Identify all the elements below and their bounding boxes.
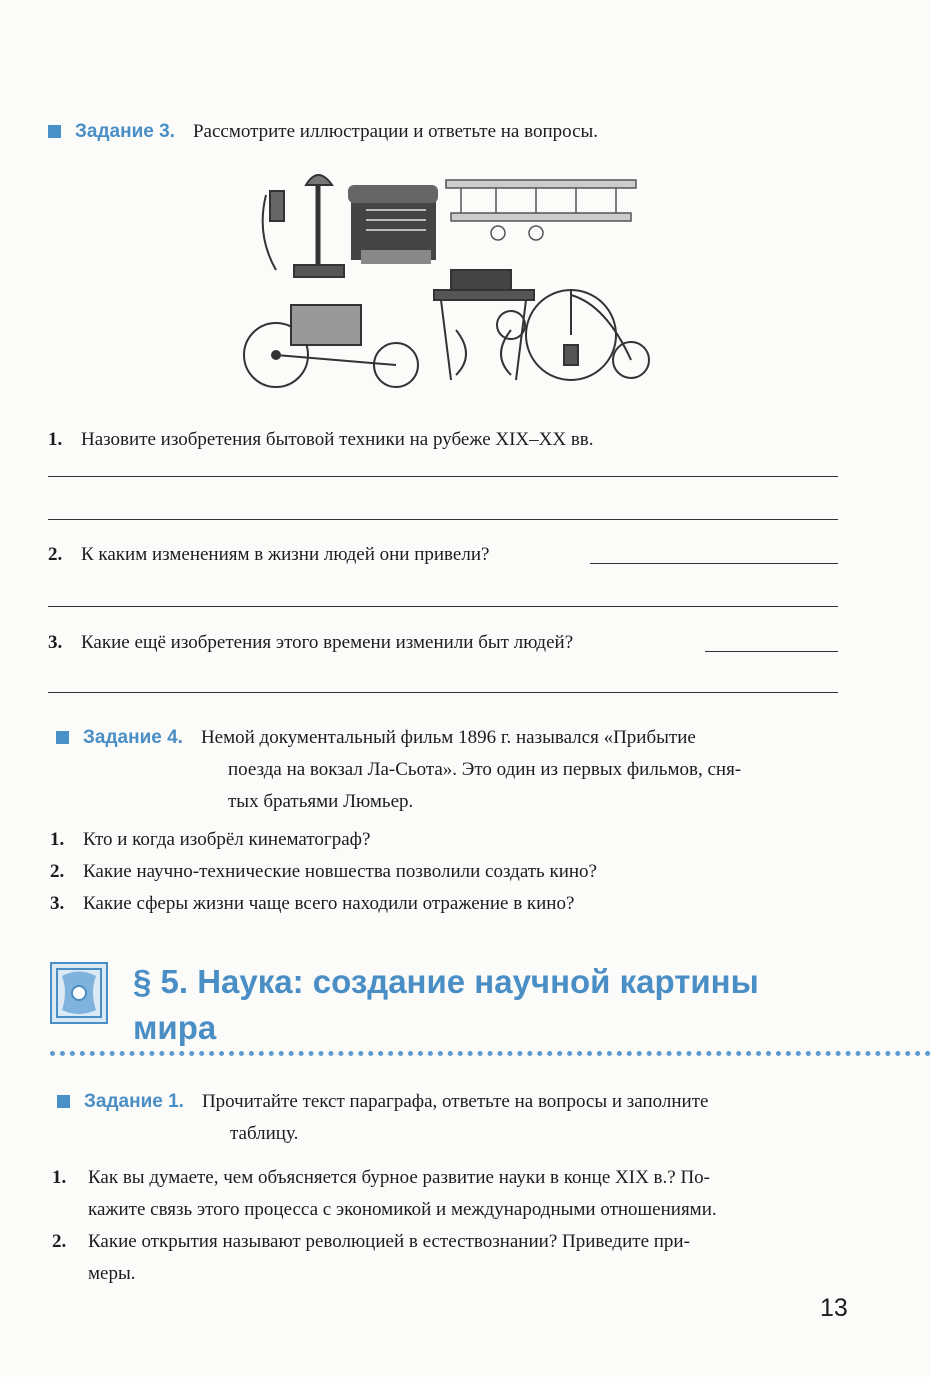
task1-header	[57, 1086, 857, 1150]
task4-text-line-3: тых братьями Люмьер.	[228, 791, 414, 812]
section-title-line-2: мира	[133, 1009, 217, 1046]
task3-question-1	[48, 424, 838, 456]
answer-line[interactable]	[705, 651, 838, 652]
task4-question-3	[50, 888, 840, 920]
task1-questions	[52, 1162, 852, 1290]
section-title-line-1: § 5. Наука: создание научной картины	[133, 963, 759, 1000]
task4-text-line-1: Немой документальный фильм 1896 г. назывался «Прибытие	[200, 727, 696, 748]
inventions-illustration	[236, 155, 656, 405]
question-text-line: кажите связь этого процесса с экономикой и международными отношениями.	[88, 1199, 717, 1220]
question-text: Какие научно-технические новшества позволили создать кино?	[83, 861, 597, 882]
answer-line[interactable]	[590, 563, 838, 564]
typewriter-illustration	[348, 185, 438, 264]
penny-farthing-illustration	[526, 290, 649, 380]
motorwagen-illustration	[244, 305, 418, 387]
telephone-illustration	[263, 175, 344, 277]
question-number: 3.	[48, 632, 63, 653]
answer-line[interactable]	[48, 692, 838, 693]
task-marker-square	[57, 1095, 70, 1108]
question-text-line: Как вы думаете, чем объясняется бурное развитие науки в конце XIX в.? По-	[88, 1167, 711, 1188]
question-number: 3.	[50, 893, 65, 914]
question-text-line: меры.	[88, 1263, 136, 1284]
task3-label: Задание 3.	[75, 121, 175, 142]
question-text: Какие сферы жизни чаще всего находили отражение в кино?	[83, 893, 575, 914]
answer-line[interactable]	[48, 476, 838, 477]
task3-text: Рассмотрите иллюстрации и ответьте на вопросы.	[192, 121, 599, 142]
task1-label: Задание 1.	[84, 1091, 184, 1112]
question-number: 2.	[48, 544, 63, 565]
question-number: 2.	[52, 1231, 67, 1252]
task3-question-2	[48, 539, 838, 571]
question-text-line: Какие открытия называют революцией в естествознании? Приведите при-	[88, 1231, 690, 1252]
task1-text-line-1: Прочитайте текст параграфа, ответьте на вопросы и заполните	[201, 1091, 709, 1112]
sewing-machine-illustration	[434, 270, 534, 380]
question-number: 1.	[52, 1167, 67, 1188]
question-number: 2.	[50, 861, 65, 882]
task4-label: Задание 4.	[83, 727, 183, 748]
task3-question-3	[48, 627, 838, 659]
task-marker-square	[48, 125, 61, 138]
section-ornament-icon	[50, 962, 108, 1024]
question-text: Какие ещё изобретения этого времени изменили быт людей?	[81, 632, 574, 653]
question-number: 1.	[50, 829, 65, 850]
task4-text-line-2: поезда на вокзал Ла-Сьота». Это один из первых фильмов, сня-	[228, 759, 742, 780]
task1-question-1	[52, 1162, 852, 1226]
section-divider	[50, 1051, 931, 1056]
question-number: 1.	[48, 429, 63, 450]
answer-line[interactable]	[48, 519, 838, 520]
task-marker-square	[56, 731, 69, 744]
question-text: Назовите изобретения бытовой техники на рубеже XIX–XX вв.	[81, 429, 594, 450]
question-text: К каким изменениям в жизни людей они привели?	[81, 544, 490, 565]
task4-question-2	[50, 856, 840, 888]
task1-text-line-2: таблицу.	[230, 1123, 299, 1144]
page-number: 13	[820, 1294, 848, 1322]
task4-question-1	[50, 824, 840, 856]
task3-header	[48, 116, 598, 148]
answer-line[interactable]	[48, 606, 838, 607]
task1-question-2	[52, 1226, 852, 1290]
task4-questions	[50, 824, 840, 920]
task4-header	[56, 722, 856, 818]
question-text: Кто и когда изобрёл кинематограф?	[83, 829, 371, 850]
biplane-illustration	[446, 180, 636, 240]
